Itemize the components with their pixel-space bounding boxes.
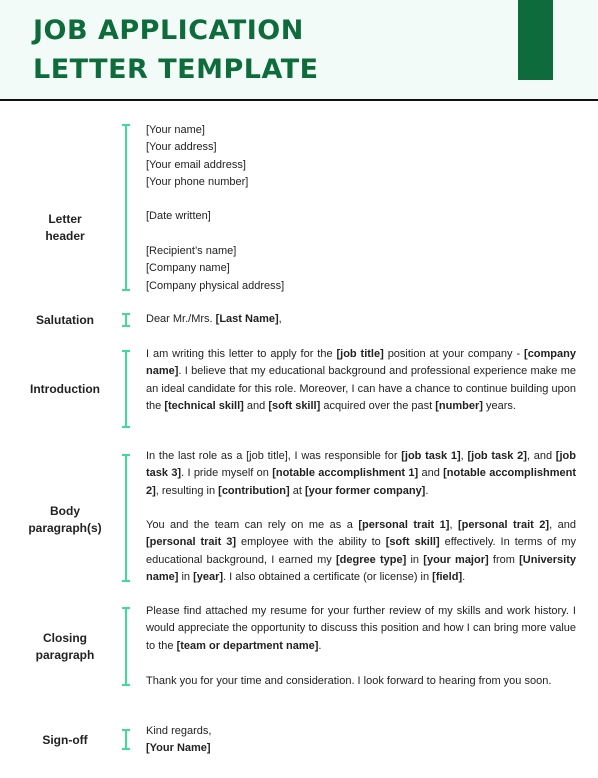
body-paragraph-1: [146, 448, 576, 500]
placeholder-field: [soft skill]: [385, 536, 440, 549]
your-name: [Your name]: [146, 124, 205, 136]
letter-text: ,: [449, 519, 459, 531]
bracket-introduction: [123, 350, 129, 428]
placeholder-field: [personal trait 3]: [146, 536, 237, 549]
letter-text: . I also obtained a certificate (or license) in: [223, 570, 433, 583]
closing-paragraph-1: [146, 603, 576, 655]
label-introduction: Introduction: [30, 382, 100, 396]
title-line-2: LETTER TEMPLATE: [33, 54, 319, 85]
placeholder-field: [job task 1]: [401, 450, 461, 462]
recipient-block: [146, 243, 576, 295]
signature-name: [Your Name]: [146, 742, 211, 755]
your-phone: [Your phone number]: [146, 175, 249, 188]
placeholder-field: [notable accomplishment 1]: [272, 467, 419, 480]
letter-text: .: [425, 484, 429, 497]
letter-text: . I believe that my educational background and professional experience make me an ideal candidate for this role. Moreover, I can have a chance to continue building upon the: [146, 365, 576, 412]
date-written: [Date written]: [146, 210, 211, 222]
letter-text: , and: [549, 519, 577, 531]
placeholder-field: [field]: [432, 570, 463, 583]
letter-text: You and the team can rely on me as a: [146, 519, 359, 531]
sign-off-block: [146, 723, 576, 758]
letter-text: .: [462, 570, 466, 583]
label-sign-off: Sign-off: [42, 733, 88, 747]
placeholder-field: [contribution]: [218, 484, 290, 497]
bracket-letter-header: [123, 124, 129, 291]
placeholder-field: [personal trait 1]: [358, 519, 450, 531]
letter-text: in: [178, 570, 194, 583]
company-address: [Company physical address]: [146, 279, 285, 292]
label-closing-paragraph: Closing paragraph: [35, 631, 95, 662]
bracket-body: [123, 454, 129, 582]
your-email: [Your email address]: [146, 158, 246, 171]
letter-text: position at your company -: [383, 348, 525, 360]
placeholder-field: [company name]: [146, 348, 576, 378]
letter-text: and: [243, 399, 269, 412]
body-paragraph-2: [146, 517, 576, 586]
placeholder-field: [job task 3]: [146, 450, 576, 480]
placeholder-field: [notable accomplishment 2]: [146, 467, 577, 497]
label-body-paragraphs: Body paragraph(s): [28, 504, 102, 535]
letter-text: .: [318, 639, 322, 652]
closing-paragraph-2: Thank you for your time and consideration. I look forward to hearing from you soon.: [146, 675, 552, 687]
letter-text: , resulting in: [155, 484, 219, 497]
letter-text: years.: [482, 399, 516, 412]
letter-text: and: [418, 467, 444, 480]
placeholder-field: [University name]: [146, 553, 576, 583]
placeholder-field: [your major]: [423, 553, 489, 566]
letter-text: effectively. In terms of my educational background, I earned my: [146, 536, 576, 566]
kind-regards: Kind regards,: [146, 725, 212, 737]
placeholder-field: [job title]: [336, 348, 384, 360]
letter-text: acquired over the past: [320, 399, 436, 412]
placeholder-field: [your former company]: [304, 484, 426, 497]
bracket-salutation: [123, 313, 129, 327]
page-title: [33, 11, 319, 89]
bracket-sign-off: [123, 729, 129, 750]
letter-text: employee with the ability to: [236, 536, 386, 549]
company-name: [Company name]: [146, 262, 230, 275]
letter-text: Please find attached my resume for your further review of my skills and work history. I would appreciate the opportunity to discuss this position and how I can bring more value to the: [146, 605, 576, 652]
letter-text: from: [488, 553, 520, 566]
your-address: [Your address]: [146, 141, 217, 154]
date-block: [146, 208, 576, 225]
letter-text: ,: [460, 450, 468, 462]
placeholder-field: [personal trait 2]: [458, 519, 550, 531]
letter-text: , and: [526, 450, 556, 462]
placeholder-field: [number]: [435, 399, 483, 412]
letter-text: in: [406, 553, 424, 566]
bracket-closing: [123, 607, 129, 686]
label-salutation: Salutation: [35, 313, 94, 327]
introduction-paragraph: [146, 346, 576, 415]
recipient-name: [Recipient’s name]: [146, 245, 237, 257]
placeholder-field: [soft skill]: [268, 399, 321, 412]
placeholder-field: [degree type]: [335, 553, 407, 566]
placeholder-field: [team or department name]: [176, 639, 319, 652]
label-letter-header: Letter header: [45, 212, 85, 243]
letter-text: I am writing this letter to apply for the: [146, 348, 337, 360]
letter-header-block: [146, 122, 576, 191]
placeholder-field: [job task 2]: [467, 450, 527, 462]
letter-text: at: [289, 484, 305, 497]
placeholder-field: [year]: [193, 570, 224, 583]
letter-text: In the last role as a [job title], I was responsible for: [146, 450, 402, 462]
salutation-text: Dear Mr./Mrs. [Last Name],: [146, 313, 282, 325]
header-banner: [0, 0, 598, 101]
letter-text: . I pride myself on: [181, 467, 273, 480]
placeholder-field: [technical skill]: [164, 399, 244, 412]
title-line-1: JOB APPLICATION: [33, 15, 304, 46]
accent-bar: [518, 0, 553, 80]
